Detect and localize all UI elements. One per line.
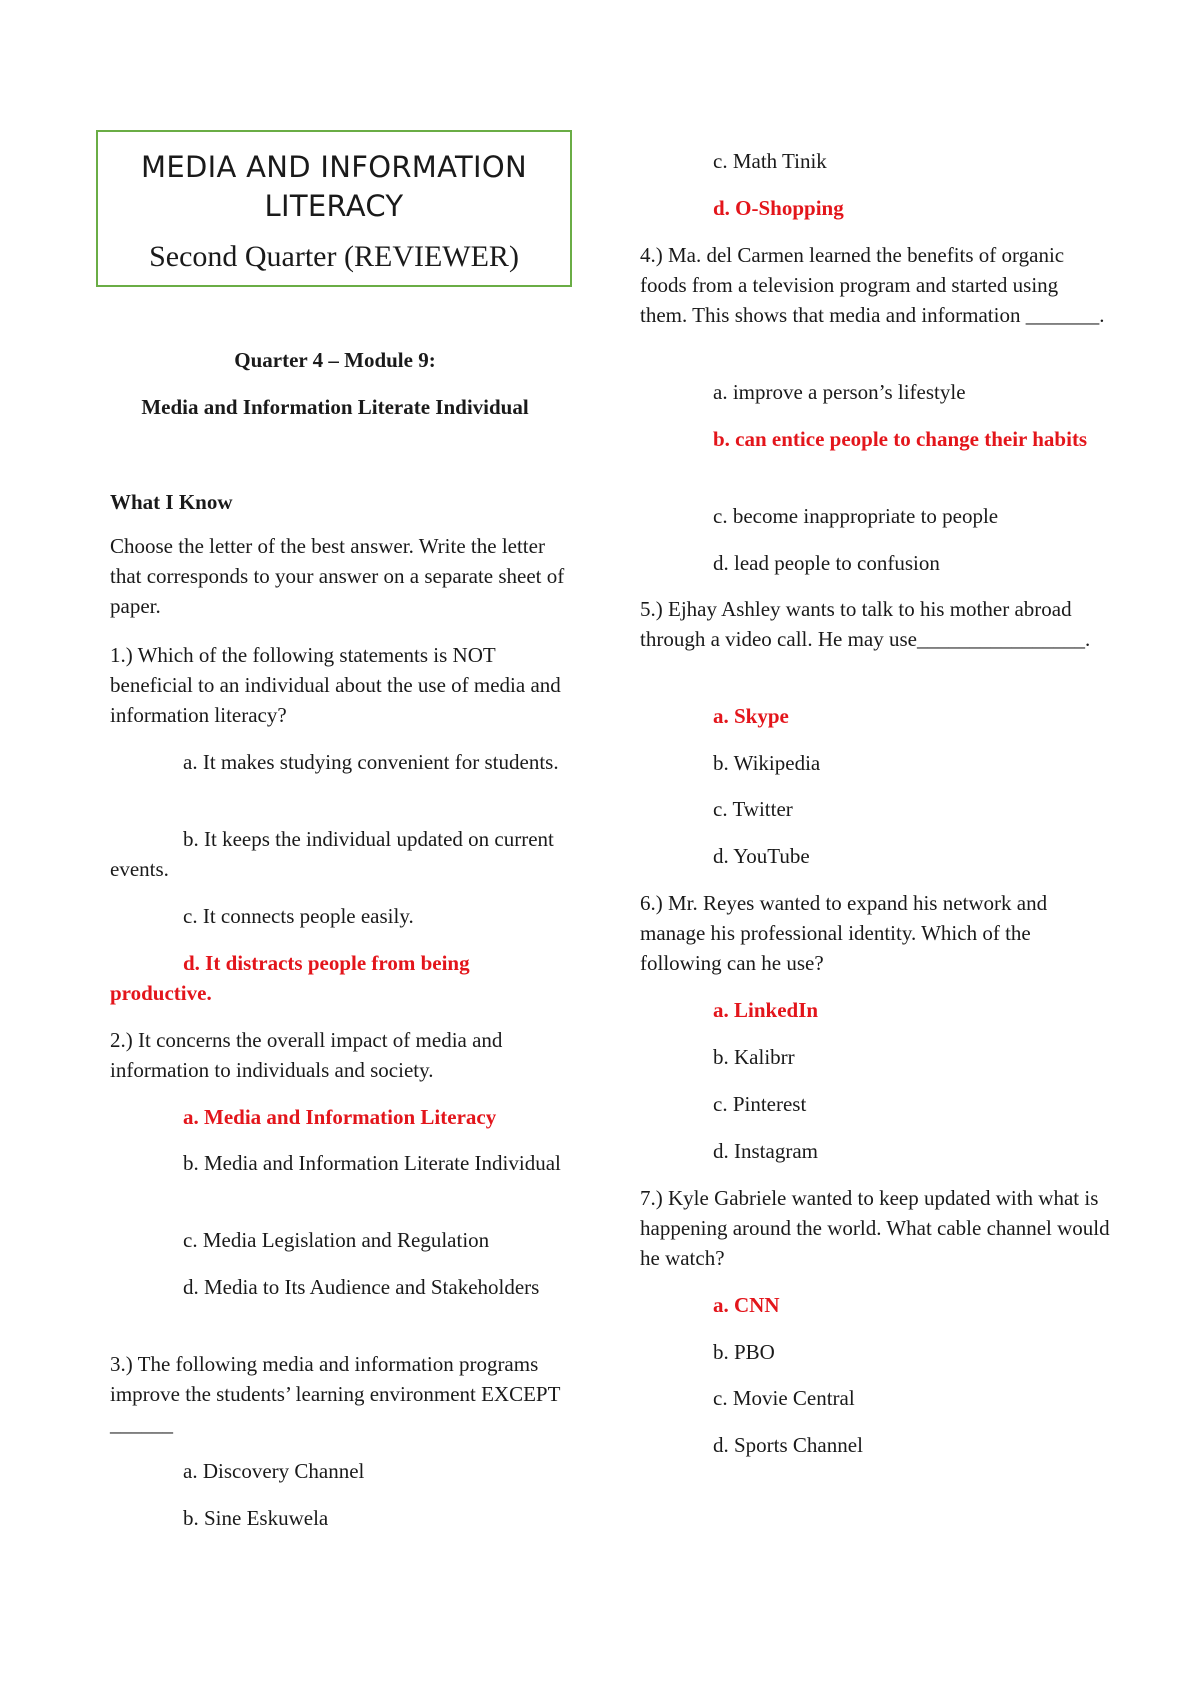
question-4-answer: b. can entice people to change their habits	[713, 427, 1088, 451]
question-6-option-b: b. Kalibrr	[713, 1045, 795, 1069]
question-1-option-a: a. It makes studying convenient for students.	[183, 750, 559, 774]
question-1-option-b: b. It keeps the individual updated on current events.	[110, 827, 554, 881]
question-6-option-c: c. Pinterest	[713, 1092, 807, 1116]
question-2-answer: a. Media and Information Literacy	[183, 1105, 497, 1129]
question-2-option-d: d. Media to Its Audience and Stakeholders	[183, 1275, 540, 1299]
question-4-option-c: c. become inappropriate to people	[713, 504, 999, 528]
question-6-option-d: d. Instagram	[713, 1139, 818, 1163]
question-7-option-c: c. Movie Central	[713, 1386, 855, 1410]
document-subtitle: Second Quarter (REVIEWER)	[149, 240, 519, 273]
question-4-option-a: a. improve a person’s lifestyle	[713, 380, 966, 404]
module-label: Quarter 4 – Module 9:	[234, 348, 436, 372]
question-3-option-c: c. Math Tinik	[713, 149, 827, 173]
document-title: MEDIA AND INFORMATION LITERACY	[141, 150, 527, 223]
question-5-stem: 5.) Ejhay Ashley wants to talk to his mother abroad through a video call. He may use________________.	[640, 597, 1091, 651]
question-7-option-d: d. Sports Channel	[713, 1433, 863, 1457]
module-name: Media and Information Literate Individual	[141, 395, 529, 419]
section-heading: What I Know	[110, 490, 233, 514]
question-3-option-b: b. Sine Eskuwela	[183, 1506, 329, 1530]
question-2-option-b: b. Media and Information Literate Individual	[183, 1151, 561, 1175]
question-4-stem: 4.) Ma. del Carmen learned the benefits of organic foods from a television program and started using them. This shows that media and information _______.	[640, 243, 1105, 327]
question-1-stem: 1.) Which of the following statements is NOT beneficial to an individual about the use of media and information literacy?	[110, 643, 561, 727]
question-7-stem: 7.) Kyle Gabriele wanted to keep updated with what is happening around the world. What cable channel would he watch?	[640, 1186, 1110, 1270]
question-5-option-b: b. Wikipedia	[713, 751, 821, 775]
title-box	[96, 130, 572, 287]
question-2-option-c: c. Media Legislation and Regulation	[183, 1228, 490, 1252]
question-3-stem: 3.) The following media and information programs improve the students’ learning environment EXCEPT ______	[110, 1352, 561, 1436]
question-2-stem: 2.) It concerns the overall impact of media and information to individuals and society.	[110, 1028, 503, 1082]
question-3-option-a: a. Discovery Channel	[183, 1459, 365, 1483]
question-3-answer: d. O-Shopping	[713, 196, 844, 220]
question-7-answer: a. CNN	[713, 1293, 780, 1317]
question-6-answer: a. LinkedIn	[713, 998, 819, 1022]
instructions: Choose the letter of the best answer. Write the letter that corresponds to your answer on a separate sheet of paper.	[110, 534, 565, 618]
question-5-option-d: d. YouTube	[713, 844, 810, 868]
question-7-option-b: b. PBO	[713, 1340, 775, 1364]
question-1-option-c: c. It connects people easily.	[183, 904, 414, 928]
question-5-option-c: c. Twitter	[713, 797, 793, 821]
question-6-stem: 6.) Mr. Reyes wanted to expand his network and manage his professional identity. Which of the following can he use?	[640, 891, 1048, 975]
question-5-answer: a. Skype	[713, 704, 789, 728]
question-1-answer: d. It distracts people from being productive.	[110, 951, 470, 1005]
question-4-option-d: d. lead people to confusion	[713, 551, 940, 575]
